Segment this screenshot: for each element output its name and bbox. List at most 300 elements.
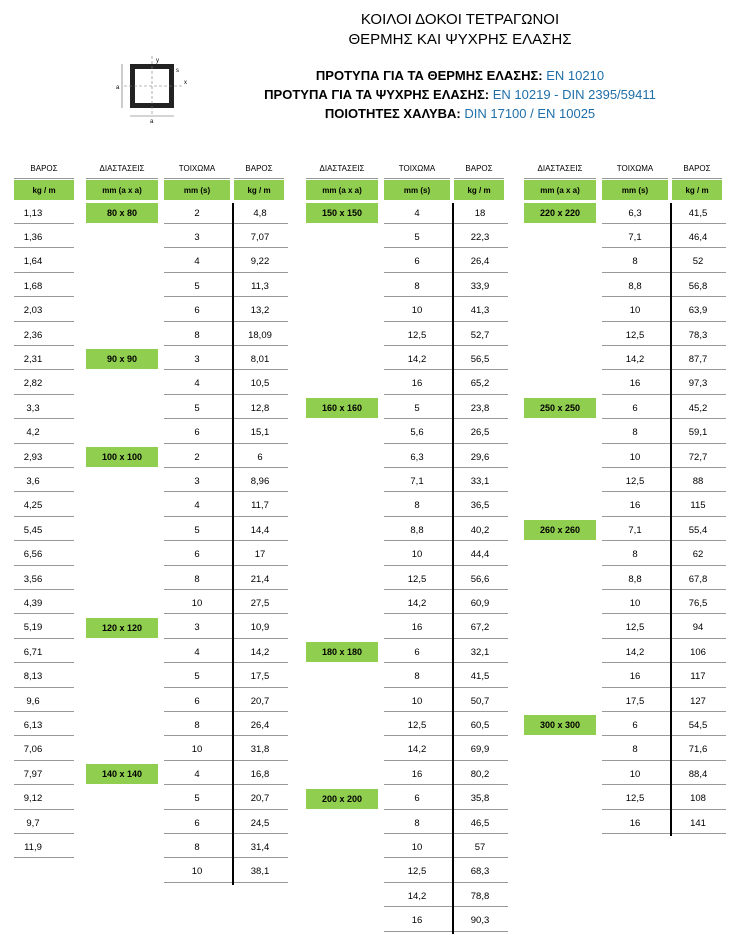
thickness-value: 14,2 bbox=[407, 890, 427, 902]
weight-value: 56,8 bbox=[688, 280, 708, 292]
row-divider bbox=[384, 223, 508, 224]
thickness-value: 3 bbox=[194, 353, 200, 365]
svg-text:a: a bbox=[150, 119, 154, 124]
row-divider bbox=[384, 760, 508, 761]
row-divider bbox=[602, 784, 726, 785]
thickness-value: 8 bbox=[194, 719, 200, 731]
thickness-value: 8 bbox=[414, 671, 420, 683]
weight-value: 41,5 bbox=[470, 671, 490, 683]
weight-value: 11,7 bbox=[251, 500, 269, 512]
row-divider bbox=[384, 369, 508, 370]
thickness-value: 6 bbox=[414, 646, 420, 658]
weight-value: 68,3 bbox=[470, 866, 490, 878]
header-weight-unit: kg / m bbox=[14, 180, 74, 200]
thickness-value: 5,6 bbox=[410, 427, 424, 439]
weight-value: 141 bbox=[690, 817, 706, 829]
header-thickness-unit: mm (s) bbox=[384, 180, 450, 200]
row-divider bbox=[164, 345, 288, 346]
row-divider bbox=[164, 687, 288, 688]
row-divider bbox=[384, 687, 508, 688]
row-divider bbox=[384, 662, 508, 663]
row-divider bbox=[384, 540, 508, 541]
row-divider bbox=[384, 516, 508, 517]
row-divider bbox=[14, 321, 74, 322]
thickness-value: 12,5 bbox=[625, 793, 645, 805]
row-divider bbox=[14, 369, 74, 370]
weight-value: 62 bbox=[692, 549, 704, 561]
row-divider bbox=[384, 467, 508, 468]
dimension-label: 250 x 250 bbox=[524, 398, 596, 418]
row-divider bbox=[164, 247, 288, 248]
weight-value: 46,4 bbox=[688, 231, 708, 243]
row-divider bbox=[384, 247, 508, 248]
thickness-value: 2 bbox=[194, 207, 200, 219]
weight-value: 20,7 bbox=[250, 793, 270, 805]
header-dims-unit: mm (a x a) bbox=[86, 180, 158, 200]
weight-value: 56,5 bbox=[470, 353, 490, 365]
thickness-value: 10 bbox=[411, 305, 423, 317]
weight-value: 26,4 bbox=[250, 719, 270, 731]
row-divider bbox=[602, 369, 726, 370]
thickness-value: 8,8 bbox=[628, 573, 642, 585]
weight-value: 14,2 bbox=[250, 646, 270, 658]
thickness-value: 12,5 bbox=[407, 866, 427, 878]
row-divider bbox=[164, 394, 288, 395]
row-divider bbox=[164, 589, 288, 590]
svg-text:x: x bbox=[184, 80, 187, 86]
page-title-line2: ΘΕΡΜΗΣ ΚΑΙ ΨΥΧΡΗΣ ΕΛΑΣΗΣ bbox=[348, 31, 572, 48]
weight-value: 36,5 bbox=[470, 500, 490, 512]
thickness-value: 10 bbox=[629, 305, 641, 317]
column-separator bbox=[452, 203, 454, 934]
header-thickness: ΤΟΙΧΩΜΑ bbox=[164, 158, 230, 179]
weight-value: 15,1 bbox=[250, 427, 270, 439]
thickness-value: 14,2 bbox=[407, 353, 427, 365]
row-divider bbox=[602, 760, 726, 761]
row-divider bbox=[164, 467, 288, 468]
row-divider bbox=[14, 662, 74, 663]
thickness-value: 5 bbox=[194, 671, 200, 683]
thickness-value: 14,2 bbox=[407, 744, 427, 756]
thickness-value: 8 bbox=[194, 329, 200, 341]
row-divider bbox=[384, 711, 508, 712]
row-divider bbox=[384, 833, 508, 834]
weight-value: 3,3 bbox=[26, 402, 40, 414]
weight-value: 5,45 bbox=[23, 524, 43, 536]
row-divider bbox=[602, 687, 726, 688]
dimension-label: 90 x 90 bbox=[86, 349, 158, 369]
weight-value: 9,6 bbox=[26, 695, 40, 707]
weight-value: 6,13 bbox=[23, 719, 43, 731]
weight-value: 17 bbox=[254, 549, 266, 561]
weight-value: 8,13 bbox=[23, 671, 43, 683]
weight-value: 2,36 bbox=[23, 329, 43, 341]
row-divider bbox=[384, 931, 508, 932]
weight-value: 41,3 bbox=[470, 305, 490, 317]
dimension-label: 180 x 180 bbox=[306, 642, 378, 662]
thickness-value: 5 bbox=[194, 402, 200, 414]
weight-value: 13,2 bbox=[250, 305, 270, 317]
thickness-value: 8 bbox=[414, 817, 420, 829]
thickness-value: 8 bbox=[632, 549, 638, 561]
weight-value: 9,22 bbox=[250, 256, 270, 268]
row-divider bbox=[602, 272, 726, 273]
thickness-value: 4 bbox=[194, 378, 200, 390]
weight-value: 117 bbox=[690, 671, 706, 683]
weight-value: 2,31 bbox=[23, 353, 43, 365]
row-divider bbox=[164, 613, 288, 614]
dimension-label: 150 x 150 bbox=[306, 203, 378, 223]
svg-text:y: y bbox=[156, 58, 159, 64]
row-divider bbox=[164, 833, 288, 834]
thickness-value: 12,5 bbox=[625, 329, 645, 341]
row-divider bbox=[14, 638, 74, 639]
weight-value: 31,4 bbox=[250, 841, 270, 853]
row-divider bbox=[602, 711, 726, 712]
thickness-value: 4 bbox=[194, 646, 200, 658]
header-weight-unit: kg / m bbox=[454, 180, 504, 200]
thickness-value: 16 bbox=[411, 915, 423, 927]
row-divider bbox=[602, 662, 726, 663]
weight-value: 57 bbox=[474, 841, 486, 853]
row-divider bbox=[384, 589, 508, 590]
row-divider bbox=[164, 223, 288, 224]
thickness-value: 16 bbox=[411, 378, 423, 390]
row-divider bbox=[602, 516, 726, 517]
weight-value: 76,5 bbox=[688, 597, 708, 609]
thickness-value: 10 bbox=[629, 768, 641, 780]
weight-value: 6 bbox=[257, 451, 263, 463]
header-weight-unit: kg / m bbox=[672, 180, 722, 200]
thickness-value: 10 bbox=[191, 866, 203, 878]
weight-value: 1,64 bbox=[23, 256, 43, 268]
row-divider bbox=[164, 711, 288, 712]
row-divider bbox=[14, 711, 74, 712]
weight-value: 50,7 bbox=[470, 695, 490, 707]
row-divider bbox=[14, 760, 74, 761]
row-divider bbox=[384, 418, 508, 419]
row-divider bbox=[14, 516, 74, 517]
weight-value: 127 bbox=[690, 695, 706, 707]
weight-value: 35,8 bbox=[470, 793, 490, 805]
thickness-value: 12,5 bbox=[407, 329, 427, 341]
row-divider bbox=[14, 565, 74, 566]
row-divider bbox=[384, 565, 508, 566]
dimension-label: 160 x 160 bbox=[306, 398, 378, 418]
row-divider bbox=[384, 882, 508, 883]
thickness-value: 6 bbox=[194, 549, 200, 561]
thickness-value: 8 bbox=[414, 500, 420, 512]
weight-value: 21,4 bbox=[250, 573, 270, 585]
thickness-value: 5 bbox=[194, 280, 200, 292]
weight-value: 108 bbox=[690, 793, 706, 805]
svg-text:s: s bbox=[176, 68, 179, 74]
weight-value: 97,3 bbox=[688, 378, 708, 390]
thickness-value: 4 bbox=[194, 256, 200, 268]
dimension-label: 220 x 220 bbox=[524, 203, 596, 223]
row-divider bbox=[14, 272, 74, 273]
weight-value: 18,09 bbox=[248, 329, 272, 341]
thickness-value: 14,2 bbox=[625, 353, 645, 365]
weight-value: 16,8 bbox=[250, 768, 270, 780]
thickness-value: 6 bbox=[194, 305, 200, 317]
row-divider bbox=[14, 223, 74, 224]
weight-value: 2,82 bbox=[23, 378, 43, 390]
thickness-value: 2 bbox=[194, 451, 200, 463]
weight-value: 23,8 bbox=[470, 402, 490, 414]
weight-value: 14,4 bbox=[250, 524, 270, 536]
thickness-value: 6 bbox=[414, 793, 420, 805]
row-divider bbox=[164, 443, 288, 444]
weight-value: 3,6 bbox=[26, 475, 40, 487]
thickness-value: 5 bbox=[414, 402, 420, 414]
row-divider bbox=[164, 882, 288, 883]
row-divider bbox=[164, 565, 288, 566]
weight-value: 2,93 bbox=[23, 451, 43, 463]
row-divider bbox=[602, 223, 726, 224]
thickness-value: 8 bbox=[632, 427, 638, 439]
weight-value: 4,25 bbox=[23, 500, 43, 512]
weight-value: 33,1 bbox=[470, 475, 490, 487]
row-divider bbox=[14, 418, 74, 419]
row-divider bbox=[602, 443, 726, 444]
weight-value: 4,8 bbox=[253, 207, 267, 219]
thickness-value: 3 bbox=[194, 622, 200, 634]
row-divider bbox=[164, 638, 288, 639]
header-thickness-unit: mm (s) bbox=[602, 180, 668, 200]
dimension-label: 200 x 200 bbox=[306, 789, 378, 809]
row-divider bbox=[384, 321, 508, 322]
header-dims: ΔΙΑΣΤΑΣΕΙΣ bbox=[306, 158, 378, 179]
dimension-label: 120 x 120 bbox=[86, 618, 158, 638]
thickness-value: 7,1 bbox=[628, 231, 642, 243]
thickness-value: 10 bbox=[629, 597, 641, 609]
row-divider bbox=[164, 735, 288, 736]
row-divider bbox=[164, 296, 288, 297]
weight-value: 87,7 bbox=[688, 353, 708, 365]
row-divider bbox=[164, 491, 288, 492]
column-separator bbox=[232, 203, 234, 885]
row-divider bbox=[602, 589, 726, 590]
weight-value: 8,01 bbox=[250, 353, 270, 365]
weight-value: 59,1 bbox=[688, 427, 708, 439]
dimension-label: 140 x 140 bbox=[86, 764, 158, 784]
row-divider bbox=[164, 857, 288, 858]
weight-value: 67,8 bbox=[688, 573, 708, 585]
thickness-value: 10 bbox=[411, 841, 423, 853]
thickness-value: 8 bbox=[194, 841, 200, 853]
weight-value: 26,5 bbox=[470, 427, 490, 439]
row-divider bbox=[602, 418, 726, 419]
weight-value: 10,9 bbox=[250, 622, 270, 634]
row-divider bbox=[164, 809, 288, 810]
dimension-label: 100 x 100 bbox=[86, 447, 158, 467]
weight-value: 24,5 bbox=[250, 817, 270, 829]
row-divider bbox=[602, 247, 726, 248]
header-weight: ΒΑΡΟΣ bbox=[672, 158, 722, 179]
weight-value: 71,6 bbox=[688, 744, 708, 756]
row-divider bbox=[164, 662, 288, 663]
weight-value: 60,9 bbox=[470, 597, 490, 609]
thickness-value: 6 bbox=[194, 817, 200, 829]
weight-value: 5,19 bbox=[23, 622, 43, 634]
thickness-value: 3 bbox=[194, 475, 200, 487]
thickness-value: 16 bbox=[411, 768, 423, 780]
weight-value: 4,2 bbox=[26, 427, 40, 439]
row-divider bbox=[164, 516, 288, 517]
weight-value: 1,68 bbox=[23, 280, 43, 292]
row-divider bbox=[602, 833, 726, 834]
weight-value: 9,7 bbox=[26, 817, 40, 829]
row-divider bbox=[14, 345, 74, 346]
cross-section-diagram bbox=[110, 54, 192, 124]
row-divider bbox=[602, 638, 726, 639]
weight-value: 106 bbox=[690, 646, 706, 658]
thickness-value: 6 bbox=[194, 427, 200, 439]
row-divider bbox=[602, 321, 726, 322]
thickness-value: 4 bbox=[194, 500, 200, 512]
header-weight-unit: kg / m bbox=[234, 180, 284, 200]
row-divider bbox=[164, 760, 288, 761]
header-weight: ΒΑΡΟΣ bbox=[234, 158, 284, 179]
row-divider bbox=[14, 687, 74, 688]
thickness-value: 7,1 bbox=[628, 524, 642, 536]
thickness-value: 12,5 bbox=[407, 719, 427, 731]
row-divider bbox=[602, 296, 726, 297]
row-divider bbox=[602, 540, 726, 541]
row-divider bbox=[164, 540, 288, 541]
weight-value: 88,4 bbox=[688, 768, 708, 780]
header-dims: ΔΙΑΣΤΑΣΕΙΣ bbox=[86, 158, 158, 179]
thickness-value: 6 bbox=[632, 402, 638, 414]
row-divider bbox=[384, 491, 508, 492]
weight-value: 26,4 bbox=[470, 256, 490, 268]
weight-value: 3,56 bbox=[23, 573, 43, 585]
weight-value: 72,7 bbox=[688, 451, 708, 463]
weight-value: 65,2 bbox=[470, 378, 490, 390]
weight-value: 90,3 bbox=[470, 915, 490, 927]
thickness-value: 16 bbox=[629, 817, 641, 829]
row-divider bbox=[14, 857, 74, 858]
row-divider bbox=[602, 394, 726, 395]
row-divider bbox=[602, 491, 726, 492]
row-divider bbox=[14, 735, 74, 736]
row-divider bbox=[14, 491, 74, 492]
weight-value: 22,3 bbox=[470, 231, 490, 243]
header-weight: ΒΑΡΟΣ bbox=[454, 158, 504, 179]
thickness-value: 8 bbox=[632, 744, 638, 756]
row-divider bbox=[384, 613, 508, 614]
thickness-value: 6,3 bbox=[628, 207, 642, 219]
weight-value: 55,4 bbox=[688, 524, 708, 536]
thickness-value: 17,5 bbox=[625, 695, 645, 707]
page-title-line1: ΚΟΙΛΟΙ ΔΟΚΟΙ ΤΕΤΡΑΓΩΝΟΙ bbox=[360, 11, 560, 28]
row-divider bbox=[14, 613, 74, 614]
header-thickness: ΤΟΙΧΩΜΑ bbox=[602, 158, 668, 179]
weight-value: 17,5 bbox=[250, 671, 270, 683]
weight-value: 31,8 bbox=[250, 744, 270, 756]
weight-value: 10,5 bbox=[250, 378, 270, 390]
row-divider bbox=[164, 272, 288, 273]
row-divider bbox=[384, 906, 508, 907]
row-divider bbox=[14, 247, 74, 248]
thickness-value: 10 bbox=[191, 744, 203, 756]
row-divider bbox=[384, 272, 508, 273]
row-divider bbox=[384, 809, 508, 810]
row-divider bbox=[14, 394, 74, 395]
row-divider bbox=[384, 443, 508, 444]
row-divider bbox=[384, 784, 508, 785]
row-divider bbox=[164, 418, 288, 419]
row-divider bbox=[14, 833, 74, 834]
weight-value: 44,4 bbox=[470, 549, 490, 561]
row-divider bbox=[164, 784, 288, 785]
standard-hot-rolled: ΠΡΟΤΥΠΑ ΓΙΑ ΤΑ ΘΕΡΜΗΣ ΕΛΑΣΗΣ: EN 10210 bbox=[315, 68, 605, 83]
thickness-value: 4 bbox=[194, 768, 200, 780]
thickness-value: 5 bbox=[194, 793, 200, 805]
weight-value: 52,7 bbox=[470, 329, 490, 341]
thickness-value: 3 bbox=[194, 231, 200, 243]
row-divider bbox=[14, 467, 74, 468]
weight-value: 52 bbox=[692, 256, 704, 268]
weight-value: 60,5 bbox=[470, 719, 490, 731]
thickness-value: 6,3 bbox=[410, 451, 424, 463]
thickness-value: 5 bbox=[194, 524, 200, 536]
header-thickness-unit: mm (s) bbox=[164, 180, 230, 200]
row-divider bbox=[14, 540, 74, 541]
thickness-value: 4 bbox=[414, 207, 420, 219]
thickness-value: 10 bbox=[411, 695, 423, 707]
thickness-value: 12,5 bbox=[407, 573, 427, 585]
thickness-value: 12,5 bbox=[625, 622, 645, 634]
weight-value: 32,1 bbox=[470, 646, 490, 658]
row-divider bbox=[602, 735, 726, 736]
header-thickness: ΤΟΙΧΩΜΑ bbox=[384, 158, 450, 179]
weight-value: 27,5 bbox=[250, 597, 270, 609]
weight-value: 78,8 bbox=[470, 890, 490, 902]
weight-value: 8,96 bbox=[250, 475, 270, 487]
row-divider bbox=[602, 565, 726, 566]
thickness-value: 10 bbox=[191, 597, 203, 609]
dimension-label: 80 x 80 bbox=[86, 203, 158, 223]
weight-value: 67,2 bbox=[470, 622, 490, 634]
dimension-label: 260 x 260 bbox=[524, 520, 596, 540]
thickness-value: 10 bbox=[629, 451, 641, 463]
header-dims: ΔΙΑΣΤΑΣΕΙΣ bbox=[524, 158, 596, 179]
svg-text:a: a bbox=[116, 85, 120, 91]
weight-value: 46,5 bbox=[470, 817, 490, 829]
thickness-value: 7,1 bbox=[410, 475, 424, 487]
dimension-label: 300 x 300 bbox=[524, 715, 596, 735]
row-divider bbox=[14, 784, 74, 785]
row-divider bbox=[14, 809, 74, 810]
row-divider bbox=[384, 394, 508, 395]
steel-grades: ΠΟΙΟΤΗΤΕΣ ΧΑΛΥΒΑ: DIN 17100 / EN 10025 bbox=[324, 106, 596, 121]
weight-value: 41,5 bbox=[688, 207, 708, 219]
weight-value: 12,8 bbox=[250, 402, 270, 414]
weight-value: 4,39 bbox=[23, 597, 43, 609]
weight-value: 40,2 bbox=[470, 524, 490, 536]
weight-value: 56,6 bbox=[470, 573, 490, 585]
weight-value: 7,06 bbox=[23, 744, 43, 756]
thickness-value: 8 bbox=[194, 573, 200, 585]
thickness-value: 12,5 bbox=[625, 475, 645, 487]
row-divider bbox=[14, 296, 74, 297]
weight-value: 94 bbox=[692, 622, 704, 634]
weight-value: 6,71 bbox=[23, 646, 43, 658]
thickness-value: 16 bbox=[629, 500, 641, 512]
row-divider bbox=[384, 345, 508, 346]
